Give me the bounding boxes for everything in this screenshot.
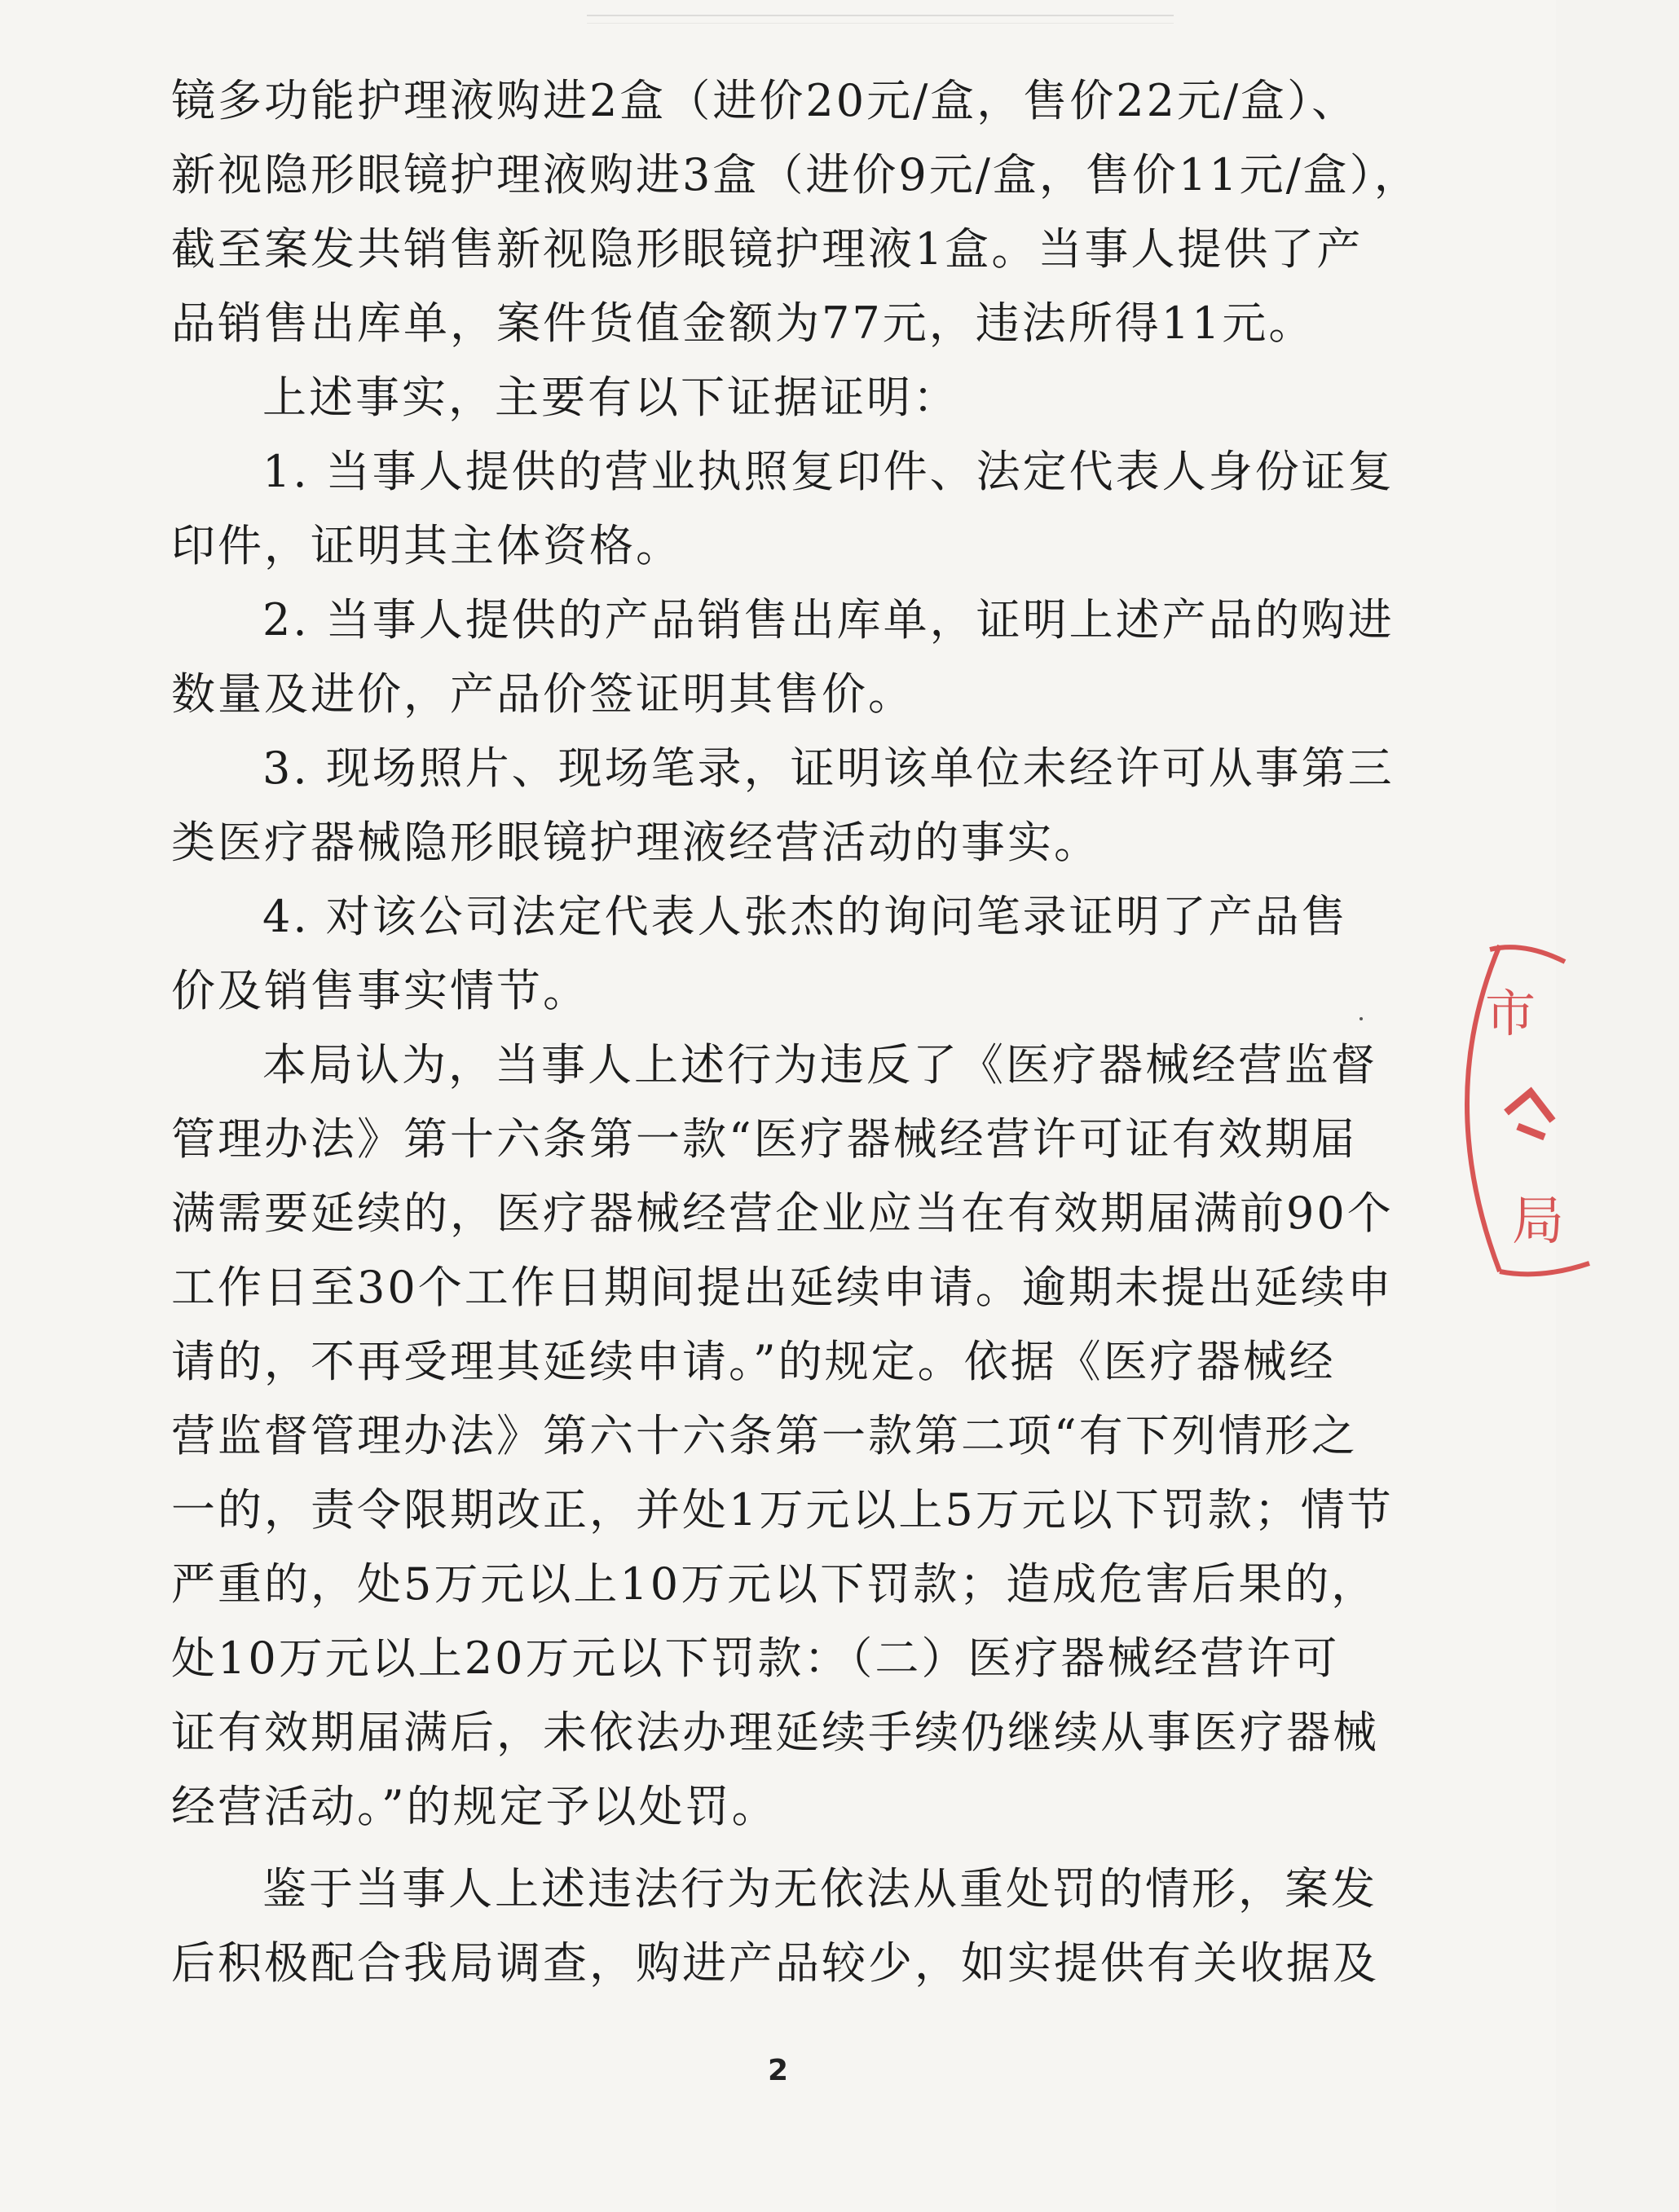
text-line: 新视隐形眼镜护理液购进3盒（进价9元/盒，售价11元/盒）， bbox=[171, 149, 1421, 200]
text-line: 证有效期届满后，未依法办理延续手续仍继续从事医疗器械 bbox=[171, 1707, 1379, 1758]
text-line: 1. 当事人提供的营业执照复印件、法定代表人身份证复 bbox=[262, 446, 1395, 497]
text-line: 2. 当事人提供的产品销售出库单，证明上述产品的购进 bbox=[262, 594, 1395, 646]
text-line: 满需要延续的，医疗器械经营企业应当在有效期届满前90个 bbox=[171, 1188, 1394, 1239]
scan-dot bbox=[1360, 1017, 1363, 1020]
text-line: 数量及进价，产品价签证明其售价。 bbox=[171, 668, 914, 720]
page-number: 2 bbox=[767, 2054, 789, 2087]
text-line: 印件，证明其主体资格。 bbox=[171, 520, 682, 571]
text-line: 品销售出库单，案件货值金额为77元，违法所得11元。 bbox=[171, 297, 1315, 349]
text-line: 工作日至30个工作日期间提出延续申请。逾期未提出延续申 bbox=[171, 1262, 1394, 1313]
text-line: 4. 对该公司法定代表人张杰的询问笔录证明了产品售 bbox=[262, 891, 1348, 942]
text-line: 经营活动。”的规定予以处罚。 bbox=[171, 1781, 778, 1832]
text-line: 镜多功能护理液购进2盒（进价20元/盒，售价22元/盒）、 bbox=[171, 75, 1359, 126]
text-line: 上述事实，主要有以下证据证明： bbox=[262, 372, 959, 423]
text-line: 处10万元以上20万元以下罚款：（二）医疗器械经营许可 bbox=[171, 1633, 1340, 1684]
official-seal-partial bbox=[1467, 937, 1679, 1296]
text-line: 一的，责令限期改正，并处1万元以上5万元以下罚款；情节 bbox=[171, 1484, 1394, 1536]
seal-star bbox=[1506, 1092, 1553, 1137]
text-line: 截至案发共销售新视隐形眼镜护理液1盒。当事人提供了产 bbox=[171, 223, 1364, 275]
text-line: 鉴于当事人上述违法行为无依法从重处罚的情形，案发 bbox=[262, 1863, 1377, 1915]
text-line: 类医疗器械隐形眼镜护理液经营活动的事实。 bbox=[171, 817, 1100, 868]
text-line: 本局认为，当事人上述行为违反了《医疗器械经营监督 bbox=[262, 1039, 1377, 1091]
text-line: 管理办法》第十六条第一款“医疗器械经营许可证有效期届 bbox=[171, 1113, 1358, 1165]
document-body bbox=[171, 64, 1421, 2000]
text-line: 严重的，处5万元以上10万元以下罚款；造成危害后果的， bbox=[171, 1558, 1378, 1610]
seal-text-top: 市 bbox=[1485, 984, 1536, 1043]
text-line: 后积极配合我局调查，购进产品较少，如实提供有关收据及 bbox=[171, 1937, 1379, 1989]
text-line: 价及销售事实情节。 bbox=[171, 965, 589, 1016]
text-line: 营监督管理办法》第六十六条第一款第二项“有下列情形之 bbox=[171, 1410, 1358, 1461]
text-line: 请的，不再受理其延续申请。”的规定。依据《医疗器械经 bbox=[171, 1336, 1336, 1387]
text-line: 3. 现场照片、现场笔录，证明该单位未经许可从事第三 bbox=[262, 742, 1395, 794]
seal-text-bottom: 局 bbox=[1512, 1192, 1564, 1252]
scan-edge-mark bbox=[587, 15, 1174, 24]
